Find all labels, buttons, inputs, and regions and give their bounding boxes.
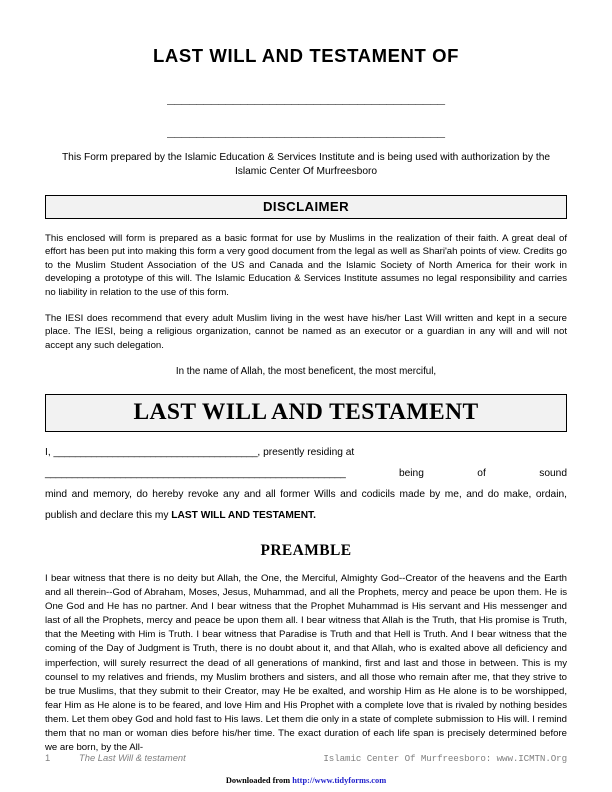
declaration-publish-text: publish and declare this my [45,510,172,522]
declaration-will-emphasis: LAST WILL AND TESTAMENT. [171,510,316,522]
declaration-suffix: , presently residing at [257,447,355,459]
declaration-line-1 [45,443,567,464]
declaration-line-2 [45,464,567,485]
invocation-line: In the name of Allah, the most beneficent, the most merciful, [175,366,437,378]
page-title: LAST WILL AND TESTAMENT OF [152,45,460,66]
download-label: Downloaded from [225,776,293,785]
declaration-line-3 [45,485,567,506]
download-notice [0,776,612,785]
disclaimer-banner [45,195,567,219]
disclaimer-paragraph-1: This enclosed will form is prepared as a basic format for use by Muslims in the realization of their faith. A great deal of effort has been put into making this form a very good document from the legal as well as Shari'ah points of view. Credits go to the Muslim Student Association of the US and Canada and the Islamic Society of North America for their work in developing a prototype of this will. The Islamic Education & Services Institute assumes no legal responsibility and carries no liability in relation to the use of this form. [45,232,567,298]
preamble-body: I bear witness that there is no deity but Allah, the One, the Merciful, Almighty God--Creator of the heavens and the Earth and all therein--God of Abraham, Moses, Jesus, Muhammad, and all the Prophets, mercy and peace be upon them. He is One God and He has no partner. And I bear witness that the Prophet Muhammad is His servant and His messenger and last of all the Prophets, mercy and peace be upon them all. I bear witness that Allah is the Truth, that His promise is Truth, that the Meeting with Him is Truth. I bear witness that Paradise is Truth and that Hell is Truth. And I bear witness that the coming of the Day of Judgment is Truth, there is no doubt about it, and that Allah, who is exalted above all deficiency and imperfection, will surely resurrect the dead of all generations of mankind, first and last and those in between. This is my counsel to my relatives and friends, my Muslim brothers and sisters, and all those who remain after me, that they strive to be true Muslims, that they submit to their Creator, may He be exalted, and worship Him as He alone is to be worshipped, fear Him as He alone is to be feared, and love Him and His Prophet with a complete love that is rivaled by nothing besides them. Let them obey God and hold fast to His laws. Let them die only in a state of complete submission to His will. I remind them that no man or woman dies before his/her time. The exact duration of each life span is precisely determined before we are born, by the All- [45,573,567,754]
page-footer [45,752,567,764]
footer-document-name: The Last Will & testament [79,752,186,763]
document-content [45,0,567,755]
preamble-heading: PREAMBLE [260,542,352,559]
will-banner-heading: LAST WILL AND TESTAMENT [133,399,479,426]
declaration-line-4 [45,506,567,527]
declaration-block [45,443,567,527]
declaration-name-blank[interactable]: ______________________________________ [53,447,258,459]
disclaimer-heading: DISCLAIMER [262,198,350,214]
footer-organization: Islamic Center Of Murfreesboro: www.ICMTN.Org [323,753,567,764]
declaration-sound-text: being of sound [398,468,567,480]
footer-page-number: 1 [45,752,51,763]
prepared-by-note: This Form prepared by the Islamic Education & Services Institute and is being used with authorization by the Islamic Center Of Murfreesboro [61,152,551,178]
declaration-revoke-text: mind and memory, do hereby revoke any and all former Wills and codicils made by me, and do make, ordain, [45,489,567,501]
disclaimer-paragraph-2: The IESI does recommend that every adult Muslim living in the west have his/her Last Will written and kept in a secure place. The IESI, being a religious organization, cannot be named as an executor or a guardian in any will and will not accept any such delegation. [45,312,567,351]
name-blank-line-2[interactable]: ______________________________________ [167,124,445,139]
declaration-address-blank[interactable]: ________________________________________________________ [45,468,346,480]
tidyforms-link[interactable]: http://www.tidyforms.com [292,776,387,785]
will-banner [45,394,567,432]
declaration-prefix: I, [45,447,54,459]
name-blank-line-1[interactable]: ______________________________________ [167,92,445,106]
